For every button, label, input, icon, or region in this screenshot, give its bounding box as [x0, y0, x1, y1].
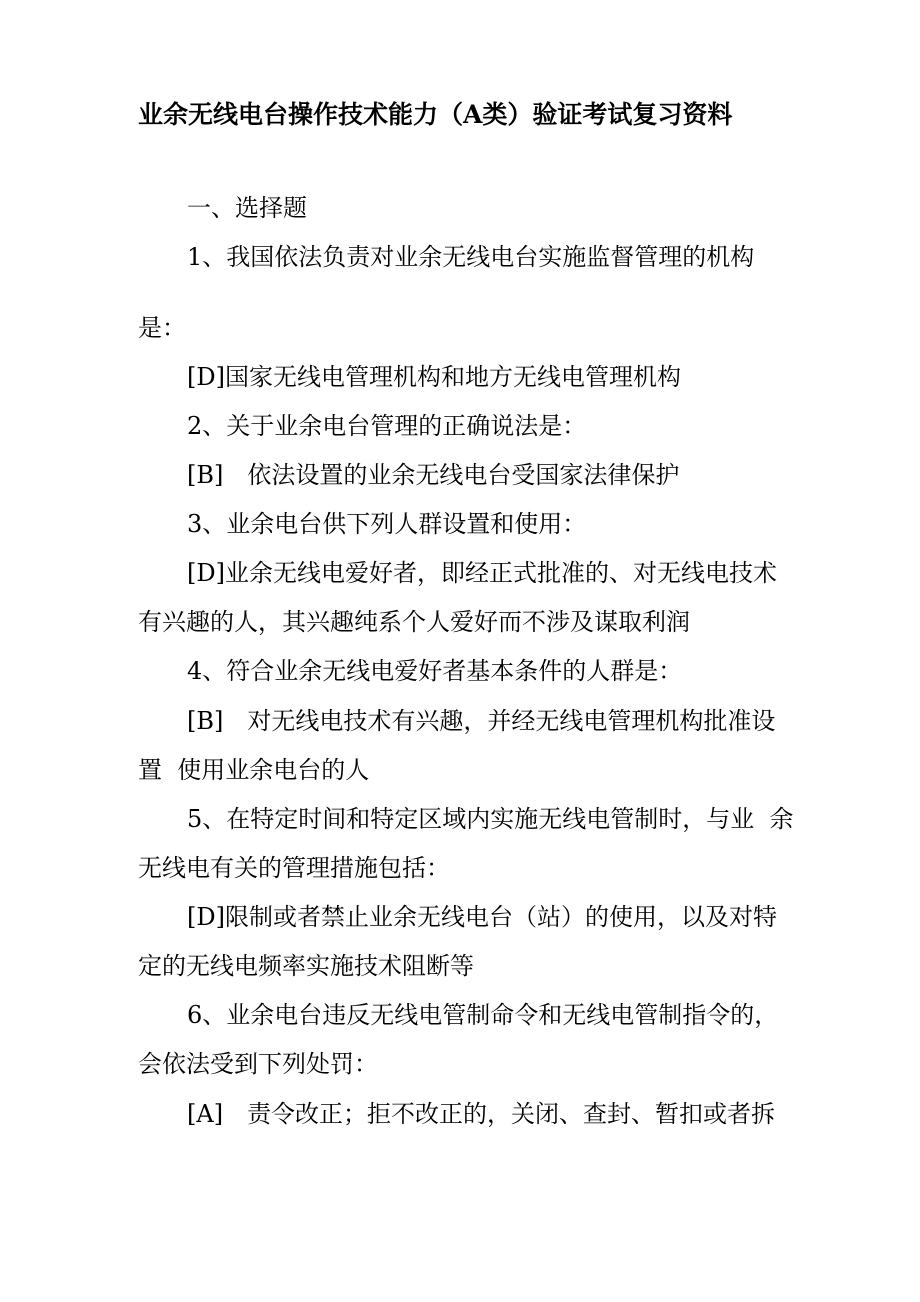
- question-1-text: 1、我国依法负责对业余无线电台实施监督管理的机构: [187, 243, 755, 271]
- answer-1: [187, 360, 681, 394]
- answer-5-label: [D]: [187, 903, 225, 931]
- answer-2: [187, 458, 679, 492]
- answer-3-text-cont: 有兴趣的人，其兴趣纯系个人爱好而不涉及谋取利润: [138, 608, 690, 636]
- question-1-text-cont: 是：: [138, 314, 186, 342]
- question-2-text: 2、关于业余电台管理的正确说法是：: [187, 412, 587, 440]
- answer-3-text: 业余无线电爱好者，即经正式批准的、对无线电技术: [224, 559, 777, 587]
- answer-5-text: 限制或者禁止业余无线电台（站）的使用，以及对特: [224, 903, 777, 931]
- answer-3-label: [D]: [187, 559, 225, 587]
- question-6-text-cont: 会依法受到下列处罚：: [138, 1050, 378, 1078]
- question-3-text: 3、业余电台供下列人群设置和使用：: [187, 510, 587, 538]
- answer-2-label: [B]: [187, 461, 224, 489]
- answer-4: [187, 704, 775, 738]
- answer-2-text: 依法设置的业余无线电台受国家法律保护: [247, 461, 680, 489]
- answer-6: [187, 1097, 775, 1131]
- answer-5-text-cont: 定的无线电频率实施技术阻断等: [138, 952, 474, 980]
- answer-6-text: 责令改正；拒不改正的，关闭、查封、暂扣或者拆: [247, 1100, 776, 1128]
- answer-5: [187, 900, 777, 934]
- answer-3: [187, 556, 777, 590]
- section-heading: 一、选择题: [187, 194, 307, 222]
- question-5-text: 5、在特定时间和特定区域内实施无线电管制时，与业 余: [187, 805, 794, 833]
- answer-1-text: 国家无线电管理机构和地方无线电管理机构: [224, 363, 681, 391]
- answer-4-label: [B]: [187, 707, 224, 735]
- answer-4-text: 对无线电技术有兴趣，并经无线电管理机构批准设: [247, 707, 776, 735]
- question-4-text: 4、符合业余无线电爱好者基本条件的人群是：: [187, 657, 683, 685]
- answer-4-text-cont: 置 使用业余电台的人: [138, 756, 370, 784]
- document-title: 业余无线电台操作技术能力（A类）验证考试复习资料: [138, 100, 733, 129]
- answer-6-label: [A]: [187, 1100, 224, 1128]
- answer-1-label: [D]: [187, 363, 225, 391]
- question-5-text-cont: 无线电有关的管理措施包括：: [138, 854, 450, 882]
- question-6-text: 6、业余电台违反无线电管制命令和无线电管制指令的，: [187, 1001, 779, 1029]
